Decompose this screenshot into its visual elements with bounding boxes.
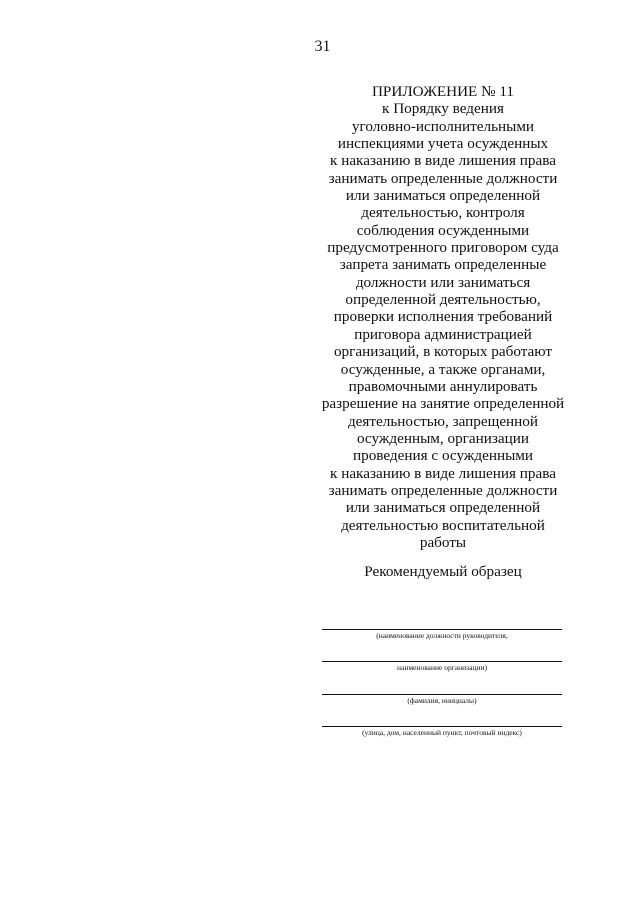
appendix-line: ПРИЛОЖЕНИЕ № 11 (371, 83, 515, 100)
field-address-caption: (улица, дом, населенный пункт, почтовый индекс) (322, 726, 562, 738)
appendix-line: или заниматься определенной (345, 499, 541, 517)
appendix-line: осужденным, организации (356, 429, 530, 447)
appendix-line: соблюдения осужденными (356, 221, 530, 239)
field-organization-caption: наименование организации) (322, 661, 562, 673)
appendix-line: деятельностью, контроля (361, 204, 525, 222)
appendix-line: запрета занимать определенные (339, 256, 547, 274)
appendix-line: к наказанию в виде лишения права (330, 152, 556, 170)
appendix-line: к Порядку ведения (382, 100, 504, 118)
appendix-line: разрешение на занятие определенной (321, 395, 565, 413)
field-name-caption: (фамилия, инициалы) (322, 694, 562, 706)
appendix-line: осужденные, а также органами, (340, 360, 546, 378)
page-number: 31 (314, 38, 331, 55)
appendix-line: определенной деятельностью, (345, 291, 541, 309)
appendix-line: к наказанию в виде лишения права (330, 464, 556, 482)
appendix-header (312, 83, 574, 551)
sample-label: Рекомендуемый образец (364, 563, 522, 580)
appendix-line: должности или заниматься (355, 273, 531, 291)
appendix-line: уголовно-исполнительными (351, 117, 535, 135)
appendix-line: работы (419, 533, 467, 551)
field-position-caption: (наименование должности руководителя, (322, 629, 562, 641)
appendix-line: деятельностью, запрещенной (347, 412, 539, 430)
appendix-line: приговора администрацией (354, 325, 532, 343)
appendix-line: инспекциями учета осужденных (337, 135, 549, 153)
appendix-line: проведения с осужденными (352, 447, 534, 465)
appendix-line: деятельностью воспитательной (341, 516, 545, 534)
appendix-line: занимать определенные должности (328, 481, 558, 499)
appendix-line: правомочными аннулировать (348, 377, 538, 395)
appendix-line: или заниматься определенной (345, 187, 541, 205)
appendix-line: занимать определенные должности (328, 169, 558, 187)
appendix-line: проверки исполнения требований (333, 308, 553, 326)
appendix-line: организаций, в которых работают (333, 343, 553, 361)
appendix-line: предусмотренного приговором суда (327, 239, 559, 257)
